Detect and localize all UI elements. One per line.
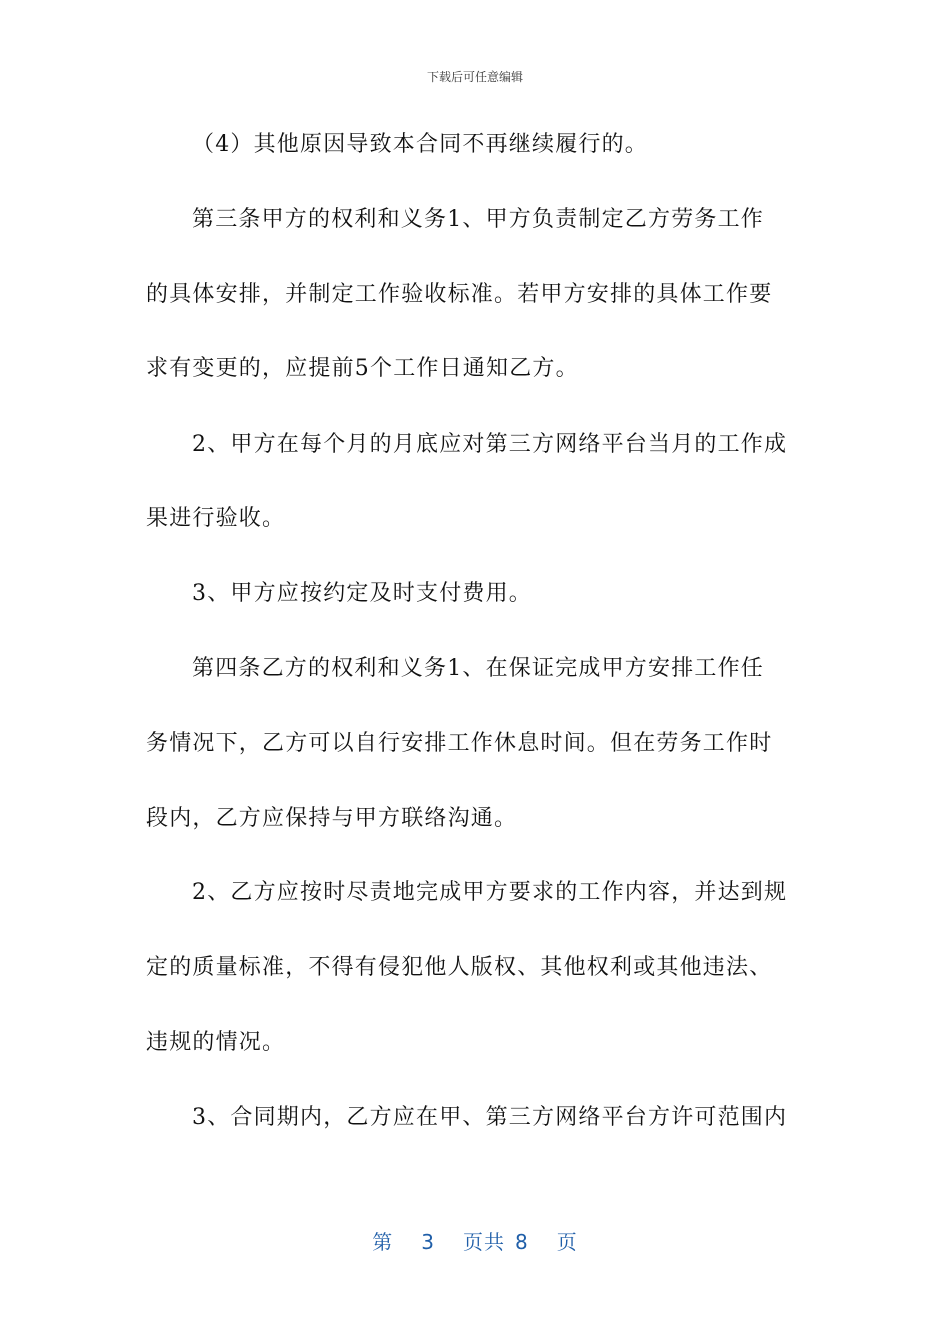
paragraph-line: 定的质量标准，不得有侵犯他人版权、其他权利或其他违法、 <box>146 955 773 980</box>
page-prefix: 第 <box>372 1230 394 1254</box>
total-pages-number: 8 <box>515 1230 529 1254</box>
paragraph-line: （4）其他原因导致本合同不再继续履行的。 <box>192 132 648 157</box>
paragraph-line: 2、甲方在每个月的月底应对第三方网络平台当月的工作成 <box>192 432 788 457</box>
page-mid: 页共 <box>463 1230 505 1254</box>
paragraph-line: 违规的情况。 <box>146 1030 286 1055</box>
paragraph-line: 果进行验收。 <box>146 506 286 531</box>
page-number-footer <box>0 1226 950 1255</box>
paragraph-line: 第四条乙方的权利和义务1、在保证完成甲方安排工作任 <box>192 656 764 681</box>
paragraph-line: 第三条甲方的权利和义务1、甲方负责制定乙方劳务工作 <box>192 207 764 232</box>
paragraph-line: 段内，乙方应保持与甲方联络沟通。 <box>146 806 518 831</box>
page-suffix: 页 <box>556 1230 578 1254</box>
paragraph-line: 2、乙方应按时尽责地完成甲方要求的工作内容，并达到规 <box>192 880 788 905</box>
paragraph-line: 求有变更的，应提前5个工作日通知乙方。 <box>146 356 579 381</box>
header-note: 下载后可任意编辑 <box>426 70 523 84</box>
current-page-number: 3 <box>421 1230 435 1254</box>
paragraph-line: 的具体安排，并制定工作验收标准。若甲方安排的具体工作要 <box>146 282 773 307</box>
paragraph-line: 务情况下，乙方可以自行安排工作休息时间。但在劳务工作时 <box>146 731 773 756</box>
paragraph-line: 3、甲方应按约定及时支付费用。 <box>192 581 532 606</box>
paragraph-line: 3、合同期内，乙方应在甲、第三方网络平台方许可范围内 <box>192 1105 788 1130</box>
